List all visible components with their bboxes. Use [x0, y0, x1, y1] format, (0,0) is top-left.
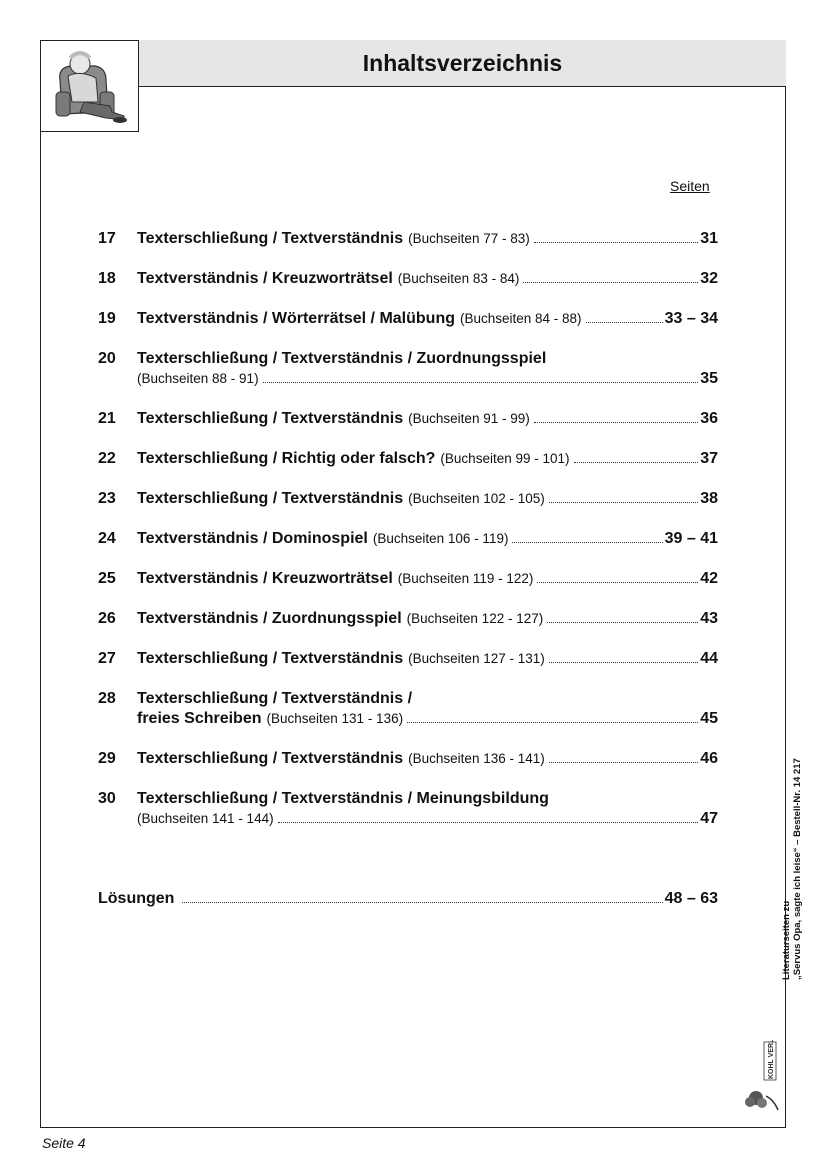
entry-number: 20: [98, 350, 116, 367]
entry-book-pages: (Buchseiten 122 - 127): [406, 611, 544, 626]
entry-title: Textverständnis / Kreuzworträtsel: [137, 270, 393, 287]
entry-book-pages: (Buchseiten 136 - 141): [408, 751, 545, 766]
entry-title-continued: freies Schreiben: [137, 710, 262, 727]
side-publication-info: [781, 758, 803, 980]
entry-title: Texterschließung / Textverständnis / Zuordnungsspiel: [137, 350, 547, 367]
entry-number: 18: [98, 270, 116, 287]
entry-number: 29: [98, 750, 116, 767]
entry-book-pages: (Buchseiten 106 - 119): [372, 531, 509, 546]
dot-leader: [549, 662, 698, 663]
entry-book-pages: (Buchseiten 119 - 122): [397, 571, 534, 586]
dot-leader: [549, 762, 698, 763]
entry-number: 17: [98, 230, 116, 247]
entry-page: 35: [700, 370, 718, 387]
title-bar: [139, 40, 786, 87]
entry-title: Texterschließung / Textverständnis /: [137, 690, 413, 707]
toc-entry: [98, 570, 718, 590]
grandpa-in-armchair-illustration: [40, 40, 137, 130]
publisher-logo-text: KOHL VERLAG: [768, 1040, 775, 1079]
entry-title: Textverständnis / Kreuzworträtsel: [137, 570, 393, 587]
entry-page: 46: [700, 750, 718, 767]
dot-leader: [523, 282, 698, 283]
toc-entry: [98, 790, 718, 830]
entry-number: 23: [98, 490, 116, 507]
entry-number: 19: [98, 310, 116, 327]
entry-page: 42: [700, 570, 718, 587]
entry-book-pages: (Buchseiten 102 - 105): [408, 491, 545, 506]
entry-number: 22: [98, 450, 116, 467]
entry-title: Textverständnis / Dominospiel: [137, 530, 368, 547]
toc-entry: [98, 650, 718, 670]
entry-page: 38: [700, 490, 718, 507]
entry-title: Texterschließung / Textverständnis: [137, 750, 404, 767]
publisher-logo: [744, 1040, 780, 1112]
solutions-label: Lösungen: [98, 890, 175, 907]
dot-leader: [512, 542, 662, 543]
solutions-page: 48 – 63: [664, 890, 718, 907]
toc-entry: [98, 490, 718, 510]
toc-entry: [98, 690, 718, 730]
entry-book-pages: (Buchseiten 99 - 101): [440, 451, 570, 466]
entry-title: Texterschließung / Richtig oder falsch?: [137, 450, 436, 467]
entry-book-pages: (Buchseiten 84 - 88): [459, 311, 582, 326]
dot-leader: [586, 322, 663, 323]
entry-title: Textverständnis / Zuordnungsspiel: [137, 610, 402, 627]
toc-entry: [98, 450, 718, 470]
entry-number: 25: [98, 570, 116, 587]
entry-number: 24: [98, 530, 116, 547]
dot-leader: [537, 582, 698, 583]
entry-title: Texterschließung / Textverständnis: [137, 650, 404, 667]
dot-leader: [263, 382, 699, 383]
entry-page: 45: [700, 710, 718, 727]
tree-icon: [745, 1091, 778, 1110]
entry-number: 30: [98, 790, 116, 807]
toc-entry: [98, 270, 718, 290]
entry-page: 43: [700, 610, 718, 627]
toc-entry: [98, 530, 718, 550]
entry-page: 44: [700, 650, 718, 667]
dot-leader: [278, 822, 699, 823]
entry-book-pages: (Buchseiten 131 - 136): [266, 711, 404, 726]
entry-book-pages: (Buchseiten 83 - 84): [397, 271, 520, 286]
side-line-1: Literaturseiten zu: [781, 900, 792, 980]
toc-entry: [98, 750, 718, 770]
entry-page: 31: [700, 230, 718, 247]
entry-book-pages: (Buchseiten 91 - 99): [408, 411, 530, 426]
entry-page: 36: [700, 410, 718, 427]
dot-leader: [574, 462, 699, 463]
entry-book-pages: (Buchseiten 77 - 83): [408, 231, 530, 246]
entry-title: Texterschließung / Textverständnis: [137, 410, 404, 427]
entry-page: 37: [700, 450, 718, 467]
page-title: Inhaltsverzeichnis: [362, 49, 563, 76]
dot-leader: [549, 502, 698, 503]
entry-title: Texterschließung / Textverständnis: [137, 230, 404, 247]
entry-book-pages: (Buchseiten 88 - 91): [137, 371, 259, 386]
entry-book-pages: (Buchseiten 141 - 144): [137, 811, 274, 826]
illustration-box: [40, 40, 139, 132]
dot-leader: [182, 902, 662, 903]
entry-number: 27: [98, 650, 116, 667]
toc-entry: [98, 310, 718, 330]
dot-leader: [407, 722, 698, 723]
toc-entry: [98, 610, 718, 630]
entry-title: Texterschließung / Textverständnis / Meinungsbildung: [137, 790, 549, 807]
dot-leader: [534, 242, 698, 243]
page-number: Seite 4: [42, 1135, 86, 1151]
entry-number: 26: [98, 610, 116, 627]
entry-title: Textverständnis / Wörterrätsel / Malübung: [137, 310, 455, 327]
pages-column-header: Seiten: [670, 178, 710, 194]
entry-book-pages: (Buchseiten 127 - 131): [408, 651, 545, 666]
toc-entry: [98, 350, 718, 390]
entry-title: Texterschließung / Textverständnis: [137, 490, 404, 507]
entry-page: 33 – 34: [664, 310, 718, 327]
side-line-2: „Servus Opa, sagte ich leise“ – Bestell-Nr. 14 217: [792, 758, 803, 980]
entry-number: 28: [98, 690, 116, 707]
dot-leader: [534, 422, 698, 423]
entry-page: 47: [700, 810, 718, 827]
entry-page: 32: [700, 270, 718, 287]
solutions-entry: [98, 890, 718, 910]
entry-number: 21: [98, 410, 116, 427]
dot-leader: [547, 622, 698, 623]
toc-entry: [98, 410, 718, 430]
toc-entry: [98, 230, 718, 250]
entry-page: 39 – 41: [664, 530, 718, 547]
